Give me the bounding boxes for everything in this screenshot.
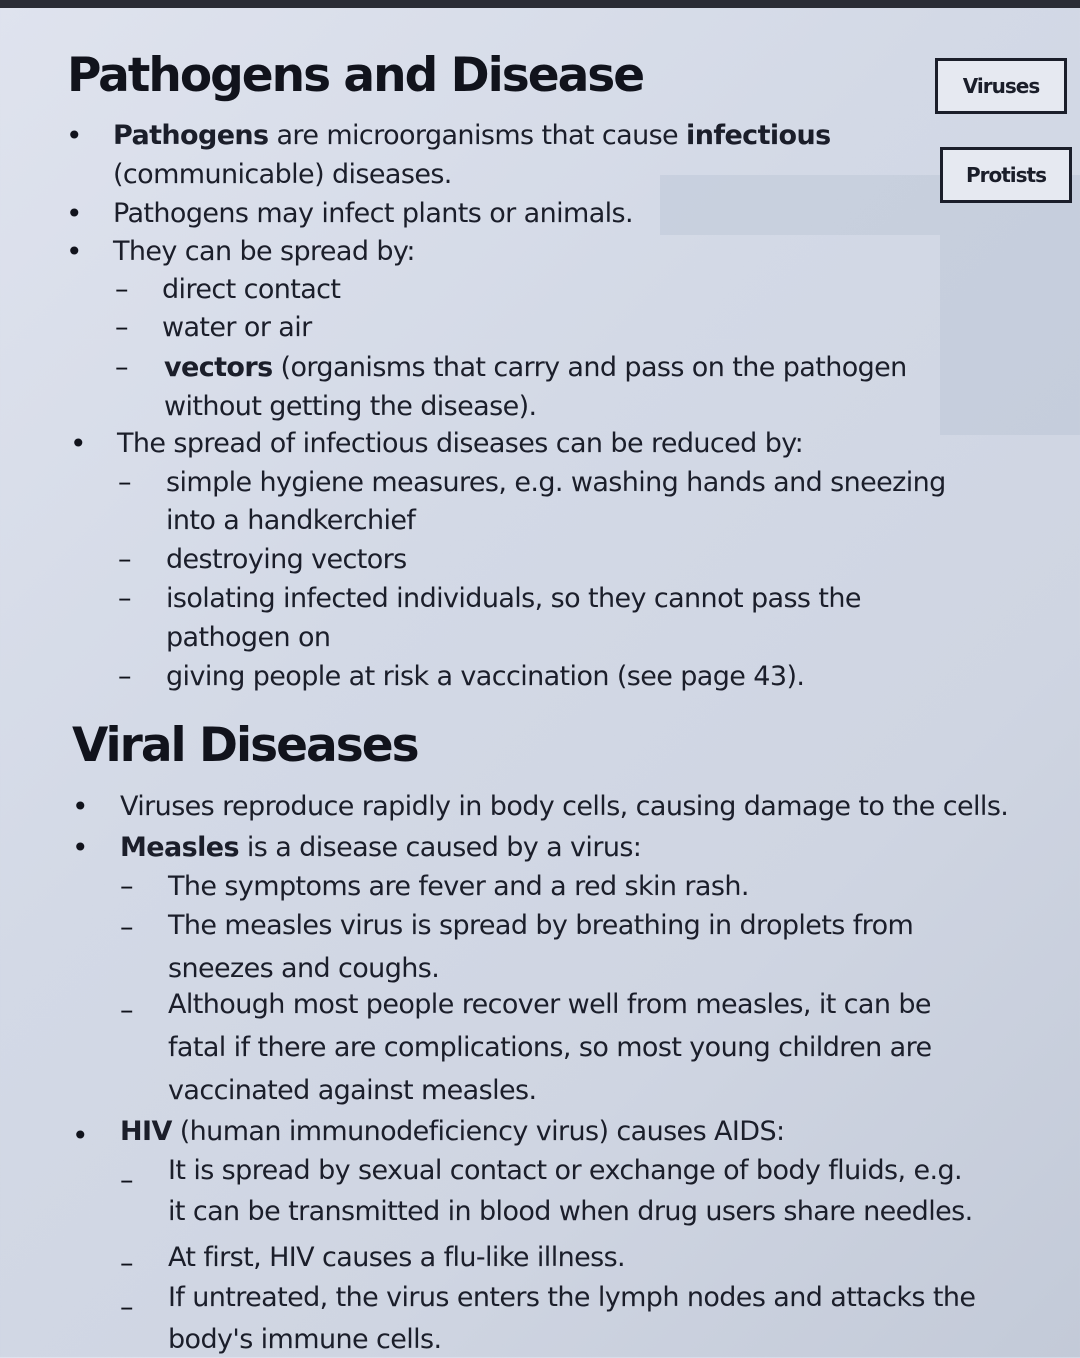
top-rule-accent [0, 0, 200, 8]
reduce-hygiene-cont: into a handkerchief [166, 505, 416, 536]
term-vectors: vectors [164, 352, 273, 383]
dash: – [120, 871, 134, 902]
pathogens-heading: Pathogens and Disease [67, 48, 644, 103]
measles-intro [120, 830, 641, 866]
viral-diseases-heading: Viral Diseases [72, 718, 418, 773]
spread-water-air: water or air [162, 312, 312, 343]
measles-spread: The measles virus is spread by breathing in droplets from [168, 910, 914, 941]
text: (human immunodeficiency virus) causes AIDS: [179, 1116, 785, 1147]
dash: – [120, 1248, 134, 1279]
dash: – [118, 544, 132, 575]
pathogens-definition [113, 118, 831, 154]
hiv-spread-cont: it can be transmitted in blood when drug users share needles. [168, 1196, 973, 1227]
dash: – [118, 583, 132, 614]
spread-vectors [164, 350, 907, 386]
term-hiv: HIV [120, 1116, 172, 1147]
bullet: • [72, 831, 89, 864]
hiv-lymph-cont: body's immune cells. [168, 1324, 442, 1355]
measles-recovery-cont2: vaccinated against measles. [168, 1075, 537, 1106]
hiv-spread: It is spread by sexual contact or exchange of body fluids, e.g. [168, 1155, 962, 1186]
tab-protists[interactable]: Protists [940, 147, 1072, 203]
bullet: • [66, 197, 83, 230]
dash: – [120, 995, 134, 1026]
term-pathogens: Pathogens [113, 120, 269, 151]
pathogens-definition-cont: (communicable) diseases. [113, 159, 452, 190]
bullet: • [70, 427, 87, 460]
viruses-reproduce: Viruses reproduce rapidly in body cells, causing damage to the cells. [120, 791, 1009, 822]
text: is a disease caused by a virus: [246, 832, 642, 863]
spread-direct-contact: direct contact [162, 274, 341, 305]
spread-vectors-cont: without getting the disease). [164, 391, 537, 422]
pathogens-infect: Pathogens may infect plants or animals. [113, 198, 633, 229]
dash: – [115, 274, 129, 305]
hiv-intro [120, 1114, 784, 1150]
text: are microorganisms that cause [276, 120, 679, 151]
dash: – [115, 312, 129, 343]
reduce-vaccination: giving people at risk a vaccination (see page 43). [166, 661, 805, 692]
bullet: • [72, 790, 89, 823]
text: (organisms that carry and pass on the pathogen [280, 352, 907, 383]
reduce-isolating: isolating infected individuals, so they cannot pass the [166, 583, 861, 614]
dash: – [120, 912, 134, 943]
bullet: • [66, 235, 83, 268]
bullet: • [72, 1119, 89, 1152]
background-shade [940, 235, 1080, 435]
term-infectious: infectious [686, 120, 831, 151]
reduce-destroy-vectors: destroying vectors [166, 544, 407, 575]
dash: – [118, 661, 132, 692]
hiv-lymph: If untreated, the virus enters the lymph nodes and attacks the [168, 1282, 976, 1313]
reduce-isolating-cont: pathogen on [166, 622, 331, 653]
spread-intro: They can be spread by: [113, 236, 415, 267]
measles-spread-cont: sneezes and coughs. [168, 953, 440, 984]
measles-recovery-cont1: fatal if there are complications, so most young children are [168, 1032, 932, 1063]
measles-symptoms: The symptoms are fever and a red skin rash. [168, 871, 749, 902]
term-measles: Measles [120, 832, 239, 863]
reduce-hygiene: simple hygiene measures, e.g. washing hands and sneezing [166, 467, 946, 498]
dash: – [115, 352, 129, 383]
dash: – [120, 1292, 134, 1323]
reduce-intro: The spread of infectious diseases can be reduced by: [117, 428, 804, 459]
hiv-flu-like: At first, HIV causes a flu-like illness. [168, 1242, 626, 1273]
dash: – [118, 467, 132, 498]
tab-viruses[interactable]: Viruses [935, 58, 1067, 114]
measles-recovery: Although most people recover well from measles, it can be [168, 989, 931, 1020]
dash: – [120, 1165, 134, 1196]
bullet: • [66, 119, 83, 152]
